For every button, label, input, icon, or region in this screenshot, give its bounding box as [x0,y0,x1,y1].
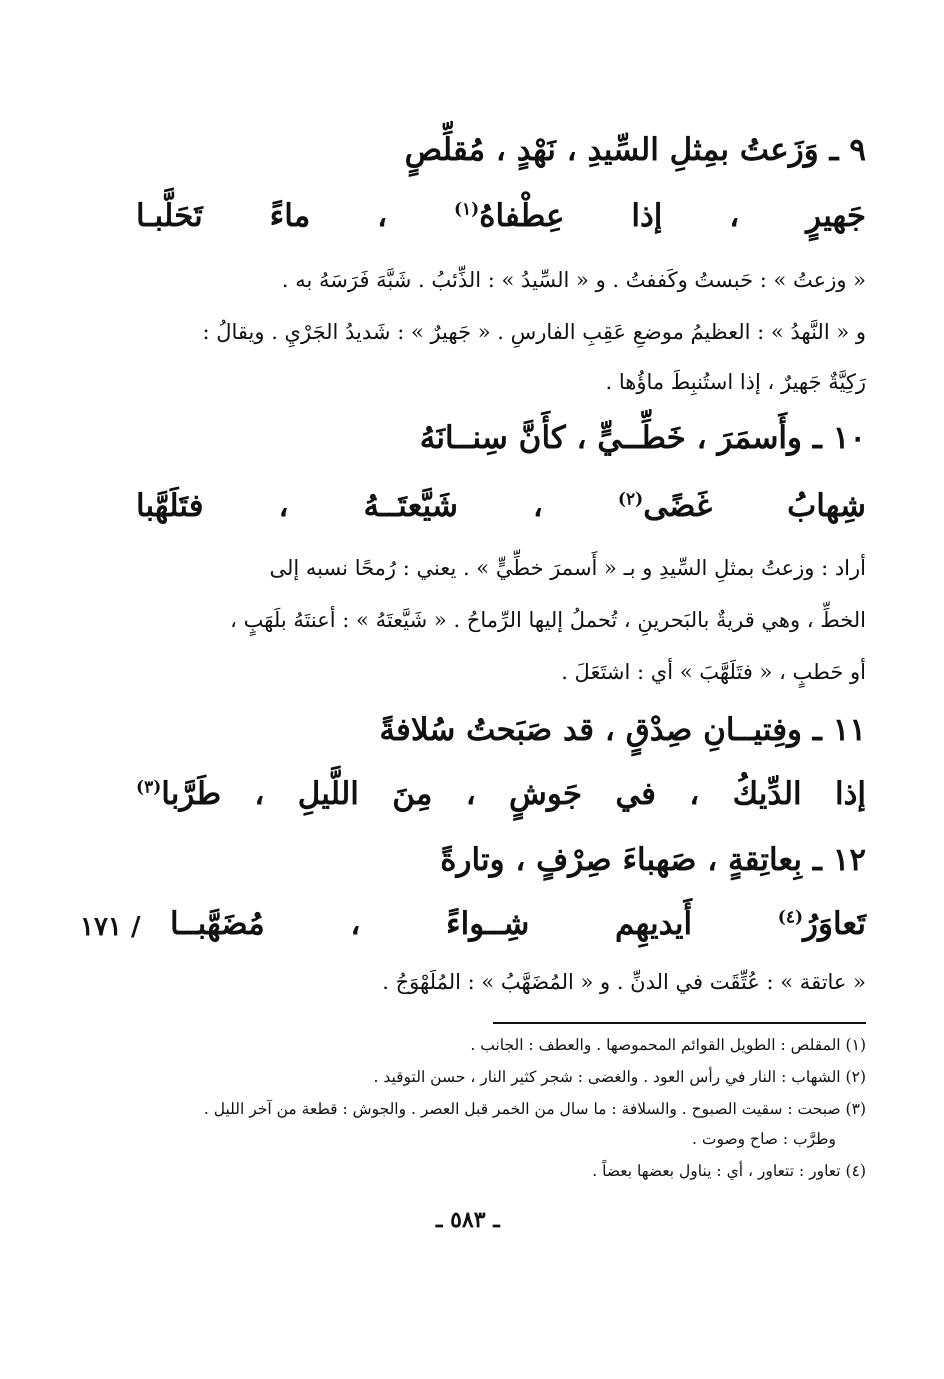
footnote-ref-2: (٢) [617,489,644,510]
footnote-ref-4: (٤) [777,907,804,928]
gloss-10-line-1: أراد : وزعتُ بمثلِ السِّيدِ و بـ « أَسمرَ خطِّيٍّ » . يعني : رُمحًا نسبه إلى [269,556,866,580]
verse-9-first-hemistich: ٩ ـ وَزَعتُ بمِثلِ السِّيدِ ، نَهْدٍ ، مُقلِّصٍ [404,132,866,168]
verse-11-first-hemistich: ١١ ـ وفِتيــانِ صِدْقٍ ، قد صَبَحتُ سُلافةً [379,712,866,748]
page-number: ـ ٥٨٣ ـ [436,1207,500,1233]
gloss-9-line-2: و « النَّهدُ » : العظيمُ موضعِ عَقِبِ الفارسِ . « جَهيرٌ » : شَديدُ الجَرْيِ . ويقالُ : [202,320,866,344]
footnote-1: (١) المقلص : الطويل القوائم المحموصها . والعطف : الجانب . [470,1036,866,1054]
footnote-3-continuation: وطرَّب : صاح وصوت . [692,1130,836,1148]
footnote-separator [493,1022,866,1024]
footnote-ref-3: (٣) [136,777,162,798]
gloss-12-line-1: « عاتقة » : عُتِّقَت في الدنِّ . و « المُضَهَّبُ » : المُلَهْوَجُ . [382,970,866,994]
footnote-ref-1: (١) [453,199,480,220]
verse-10-second-hemistich: شِهابُ غَضًى$^{(٢)}$ ، شَيَّعتَــهُ ، فتَلَهَّبا [136,488,866,524]
verse-10-first-hemistich: ١٠ ـ وأَسمَرَ ، خَطِّــيٍّ ، كأَنَّ سِنــانَهُ [419,420,866,456]
gloss-10-line-3: أو حَطبٍ ، « فتَلَهَّبَ » أي : اشتَعَلَ . [561,660,866,684]
verse-9-second-hemistich: جَهيرٍ ، إذا عِطْفاهُ$^{(١)}$ ، ماءً تَحَلَّبـا [136,198,867,234]
footnote-3: (٣) صبحت : سقيت الصبوح . والسلافة : ما سال من الخمر قبل العصر . والجوش : قطعة من آخر الليل . [203,1100,866,1118]
verse-12-first-hemistich: ١٢ ـ بِعاتِقةٍ ، صَهباءَ صِرْفٍ ، وتارةً [440,842,866,878]
margin-verse-number: ١٧١ / [80,912,141,942]
gloss-9-line-1: « وزعتُ » : حَبستُ وكَففتُ . و « السِّيدُ » : الذِّئبُ . شَبَّهَ فَرَسَهُ به . [281,268,866,292]
footnote-4: (٤) تعاور : تتعاور ، أي : يناول بعضها بعضاً . [592,1162,866,1180]
verse-11-second-hemistich: إذا الدِّيكُ ، في جَوشٍ ، مِنَ اللَّيلِ ، طَرَّبا$^{(٣)}$ [136,776,866,812]
footnote-2: (٢) الشهاب : النار في رأس العود . والغضى : شجر كثير النار ، حسن التوقيد . [373,1068,866,1086]
verse-12-second-hemistich: تَعاوَرُ$^{(٤)}$ أَيديهِم شِــواءً ، مُضَهَّبــا [170,906,866,942]
gloss-10-line-2: الخطِّ ، وهي قريةٌ بالبَحرينِ ، تُحملُ إليها الرِّماحُ . « شَيَّعتَهُ » : أعنتَهُ بلَهَبٍ ، [230,608,866,632]
gloss-9-line-3: رَكِيَّةٌ جَهيرٌ ، إذا استُنبِطَ ماؤُها . [605,370,866,394]
